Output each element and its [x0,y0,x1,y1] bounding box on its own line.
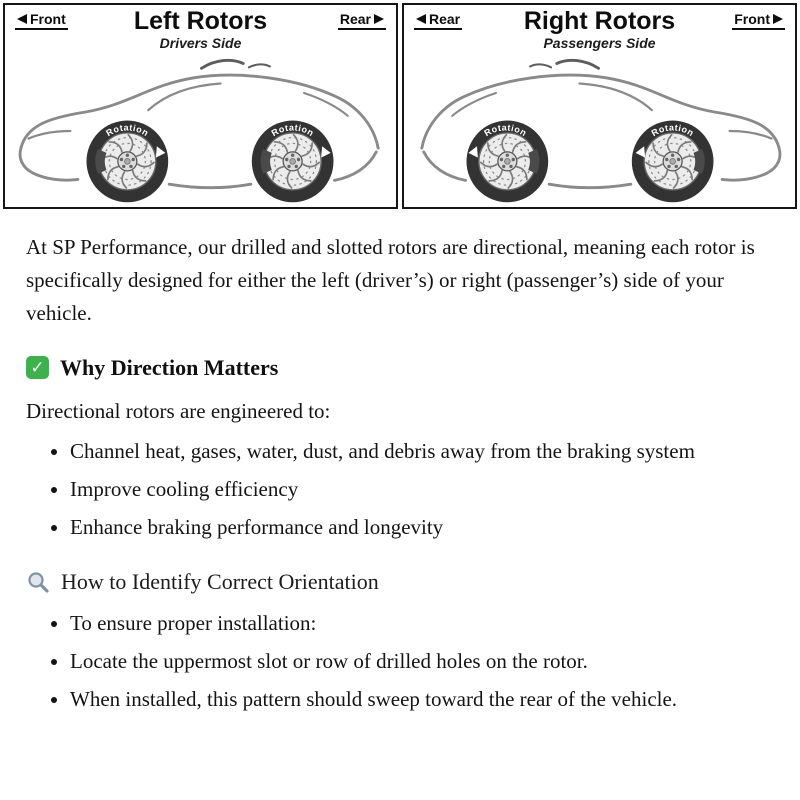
rear-direction-label [338,11,386,30]
arrow-left-icon [416,14,426,24]
list-item: • Improve cooling efficiency [70,473,774,506]
rotor-direction-diagram [0,0,800,209]
arrow-right-icon [773,14,783,24]
list-item: • When installed, this pattern should sweep toward the rear of the vehicle. [70,683,774,716]
intro-paragraph: At SP Performance, our drilled and slotted rotors are directional, meaning each rotor is specifically designed for either the left (driver’s) or right (passenger’s) side of your vehicle. [26,235,755,326]
front-label: Front [734,11,770,27]
front-direction-label [15,11,68,30]
engineered-lead: Directional rotors are engineered to: [26,398,331,423]
magnifying-glass-icon [26,570,50,594]
panel-title: Right Rotors [523,7,676,35]
left-rotors-panel [3,3,398,209]
rear-direction-label [414,11,462,30]
car-line-art [20,60,378,202]
list-item: • To ensure proper installation: [70,607,774,640]
rear-rotor-rotation-label: Rotation [269,122,316,139]
list-item: • Channel heat, gases, water, dust, and debris away from the braking system [70,435,774,468]
orientation-heading-text: How to Identify Correct Orientation [61,568,379,594]
rear-label: Rear [429,11,461,27]
list-item: • Locate the uppermost slot or row of drilled holes on the rotor. [70,645,774,678]
car-line-art-mirrored [422,60,780,202]
list-item: • Enhance braking performance and longevity [70,511,774,544]
why-direction-heading-text: Why Direction Matters [60,354,279,380]
check-icon: ✓ [26,356,49,379]
left-car-illustration [5,55,396,207]
article-content [0,209,800,716]
front-label: Front [30,11,66,27]
front-direction-label [732,11,785,30]
orientation-heading [26,569,774,595]
right-panel-header [404,5,795,58]
rear-label: Rear [339,11,371,27]
front-rotor-rotation-label: Rotation [104,122,151,139]
arrow-right-icon [374,14,384,24]
panel-subtitle: Passengers Side [543,35,656,52]
panel-title: Left Rotors [133,7,268,35]
why-direction-bullets [26,435,774,545]
panel-subtitle: Drivers Side [159,35,242,52]
right-rotors-panel [402,3,797,209]
left-panel-header [5,5,396,58]
why-direction-heading [26,355,774,381]
right-car-illustration [404,55,795,207]
arrow-left-icon [17,14,27,24]
front-rotor-rotation-label: Rotation [649,122,696,139]
orientation-bullets [26,607,774,717]
rear-rotor-rotation-label: Rotation [482,122,529,139]
